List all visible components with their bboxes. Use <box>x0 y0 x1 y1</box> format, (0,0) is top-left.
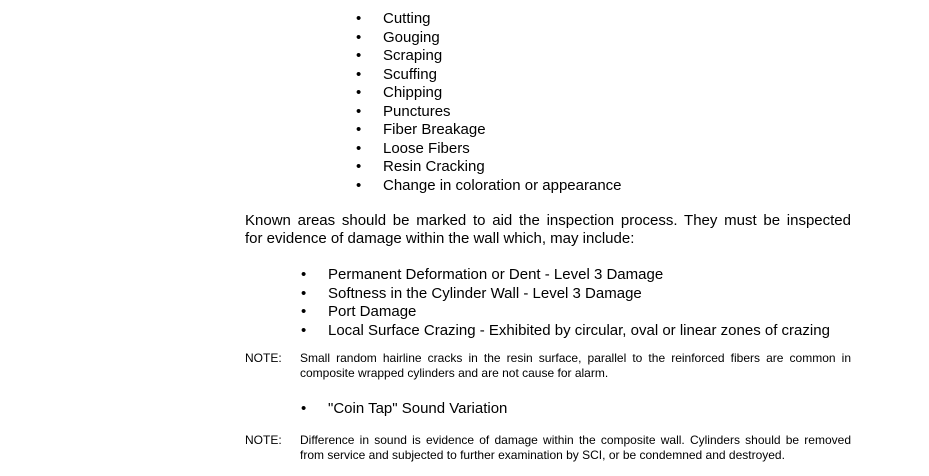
damage-type-list <box>356 10 622 195</box>
bullet-icon: • <box>356 176 362 194</box>
list-item: • Scraping <box>356 47 443 64</box>
note-label: NOTE: <box>245 351 282 365</box>
note-line: Small random hairline cracks in the resin surface, parallel to the reinforced fibers are common in <box>300 351 851 365</box>
list-item: • Port Damage <box>301 303 417 320</box>
list-item: • Change in coloration or appearance <box>356 176 622 194</box>
wall-damage-list <box>301 266 830 340</box>
list-item: • Scuffing <box>356 65 437 83</box>
bullet-icon: • <box>356 139 362 157</box>
note-line: from service and subjected to further examination by SCI, or be condemned and destroyed. <box>300 448 785 462</box>
inspection-paragraph <box>245 212 851 248</box>
bullet-icon: • <box>356 28 362 46</box>
bullet-icon: • <box>301 266 307 283</box>
list-item: • "Coin Tap" Sound Variation <box>301 400 508 417</box>
bullet-icon: • <box>356 65 362 83</box>
note-body <box>300 351 851 381</box>
note-line: Difference in sound is evidence of damage within the composite wall. Cylinders should be removed <box>300 433 851 447</box>
bullet-icon: • <box>356 121 362 138</box>
bullet-icon: • <box>356 84 362 101</box>
list-item: • Softness in the Cylinder Wall - Level 3 Damage <box>301 284 642 302</box>
list-item: • Local Surface Crazing - Exhibited by circular, oval or linear zones of crazing <box>301 321 830 339</box>
note-body <box>300 433 851 463</box>
list-item: • Loose Fibers <box>356 139 470 157</box>
list-item: • Cutting <box>356 10 431 27</box>
bullet-icon: • <box>301 321 307 339</box>
note-label: NOTE: <box>245 433 282 447</box>
bullet-icon: • <box>356 158 362 175</box>
bullet-icon: • <box>301 400 307 417</box>
coin-tap-list <box>301 400 508 419</box>
list-item: • Permanent Deformation or Dent - Level 3 Damage <box>301 266 664 283</box>
list-item: • Resin Cracking <box>356 158 485 175</box>
paragraph-line: for evidence of damage within the wall which, may include: <box>245 230 635 247</box>
list-item: • Gouging <box>356 28 440 46</box>
bullet-icon: • <box>301 284 307 302</box>
paragraph-line: Known areas should be marked to aid the inspection process. They must be inspected <box>245 212 851 229</box>
list-item: • Punctures <box>356 102 451 120</box>
list-item: • Fiber Breakage <box>356 121 486 138</box>
note-line: composite wrapped cylinders and are not cause for alarm. <box>300 366 609 380</box>
bullet-icon: • <box>301 303 307 320</box>
bullet-icon: • <box>356 102 362 120</box>
bullet-icon: • <box>356 10 362 27</box>
list-item: • Chipping <box>356 84 443 101</box>
bullet-icon: • <box>356 47 362 64</box>
